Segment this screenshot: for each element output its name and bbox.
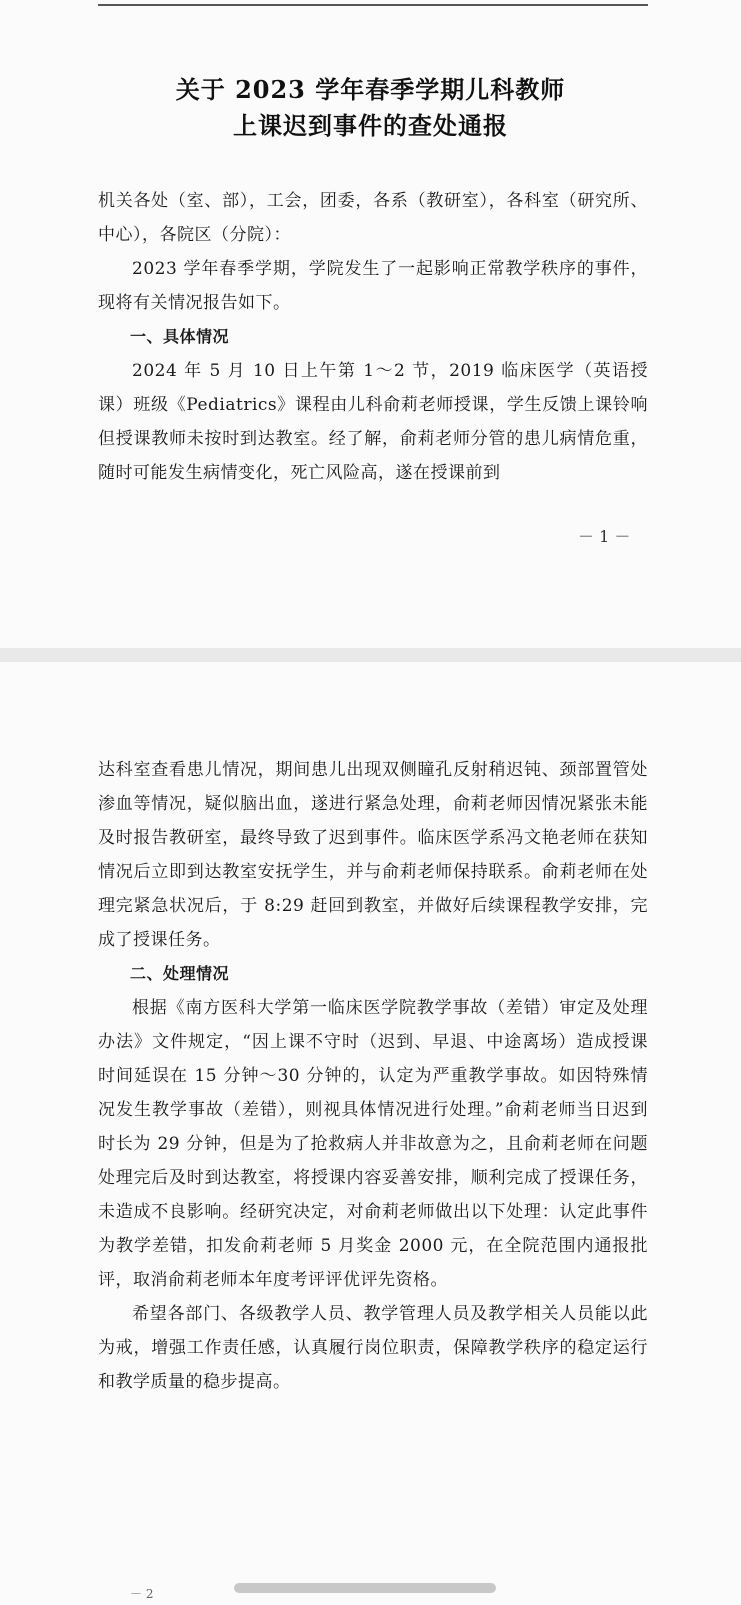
document-page-2	[0, 662, 741, 1605]
details-paragraph-start: 2024 年 5 月 10 日上午第 1～2 节，2019 临床医学（英语授课）班级《Pediatrics》课程由儿科俞莉老师授课，学生反馈上课铃响但授课教师未按时到达教室。经了解，俞莉老师分管的患儿病情危重，随时可能发生病情变化，死亡风险高，遂在授课前到	[98, 361, 648, 483]
header-rule	[98, 4, 648, 6]
addressee: 机关各处（室、部），工会，团委，各系（教研室），各科室（研究所、中心），各院区（分院）：	[98, 191, 648, 245]
home-indicator[interactable]	[234, 1583, 496, 1593]
section-heading-1: 一、具体情况	[130, 327, 230, 346]
intro-paragraph: 2023 学年春季学期，学院发生了一起影响正常教学秩序的事件，现将有关情况报告如下。	[98, 259, 648, 313]
closing-paragraph: 希望各部门、各级教学人员、教学管理人员及教学相关人员能以此为戒，增强工作责任感，认真履行岗位职责，保障教学秩序的稳定运行和教学质量的稳步提高。	[98, 1304, 648, 1392]
title-line-2: 上课迟到事件的查处通报	[233, 111, 508, 140]
document-page-1	[0, 0, 741, 648]
page-1-body	[98, 184, 648, 490]
section-heading-2: 二、处理情况	[130, 964, 230, 983]
details-paragraph-continued: 达科室查看患儿情况，期间患儿出现双侧瞳孔反射稍迟钝、颈部置管处渗血等情况，疑似脑出血，遂进行紧急处理，俞莉老师因情况紧张未能及时报告教研室，最终导致了迟到事件。临床医学系冯文艳老师在获知情况后立即到达教室安抚学生，并与俞莉老师保持联系。俞莉老师在处理完紧急状况后，于 8:29 赶回到教室，并做好后续课程教学安排，完成了授课任务。	[98, 760, 648, 950]
page-number-1: － 1 －	[578, 527, 631, 546]
handling-paragraph: 根据《南方医科大学第一临床医学院教学事故（差错）审定及处理办法》文件规定，“因上课不守时（迟到、早退、中途离场）造成授课时间延误在 15 分钟～30 分钟的，认定为严重教学事故。如因特殊情况发生教学事故（差错），则视具体情况进行处理。”俞莉老师当日迟到时长为 29 分钟，但是为了抢救病人并非故意为之，且俞莉老师在问题处理完后及时到达教室，将授课内容妥善安排，顺利完成了授课任务，未造成不良影响。经研究决定，对俞莉老师做出以下处理：认定此事件为教学差错，扣发俞莉老师 5 月奖金 2000 元，在全院范围内通报批评，取消俞莉老师本年度考评评优评先资格。	[98, 998, 648, 1290]
document-title	[0, 72, 741, 144]
page-number-2: － 2	[130, 1587, 154, 1601]
page-2-body	[98, 753, 648, 1399]
title-line-1: 关于 2023 学年春季学期儿科教师	[175, 75, 566, 104]
